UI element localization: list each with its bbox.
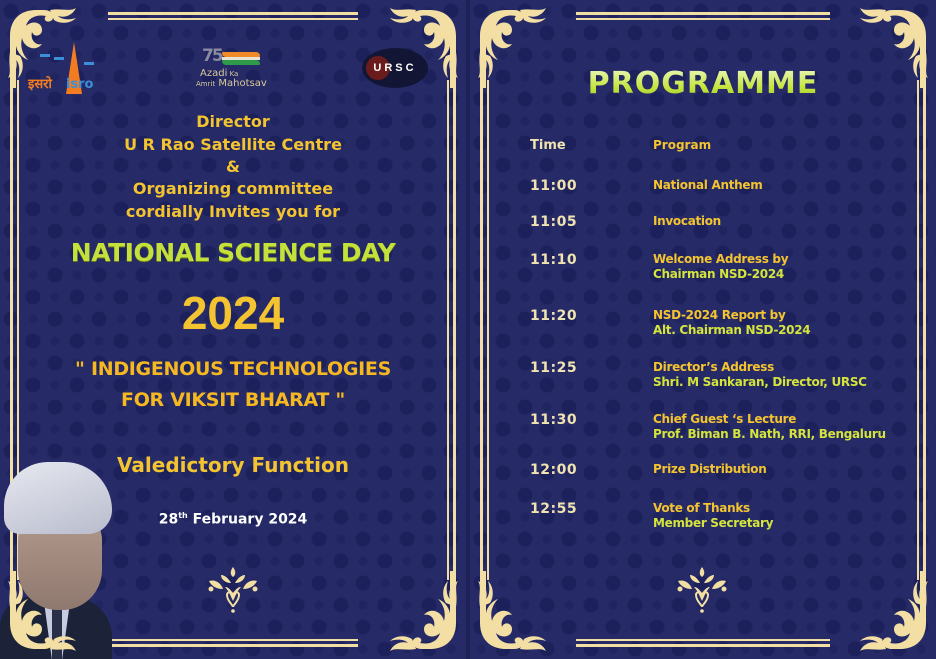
frame-bottom-line	[576, 644, 830, 647]
invite-line-invites: cordially Invites you for	[125, 202, 341, 221]
schedule-time: 12:00	[530, 462, 578, 478]
isro-logo-icon	[28, 42, 110, 102]
ursc-logo-text: URSC	[373, 62, 417, 74]
invite-line-ampersand: &	[226, 157, 240, 176]
schedule-item-detail: Shri. M Sankaran, Director, URSC	[653, 375, 867, 389]
azadi-ka-amrit-mahotsav-logo-icon	[196, 46, 282, 98]
isro-english-text: isro	[65, 77, 94, 92]
schedule-time: 11:10	[530, 252, 578, 268]
frame-left-line-inner	[487, 80, 489, 580]
isro-hindi-text: इसरो	[28, 77, 52, 92]
programme-title: PROGRAMME	[470, 66, 936, 101]
schedule-item: NSD-2024 Report by	[653, 308, 786, 322]
frame-top-line-inner	[576, 18, 830, 20]
amrit-line1: Azadi Ka	[200, 68, 239, 79]
schedule-item-detail: Chairman NSD-2024	[653, 267, 784, 281]
schedule-item-detail: Alt. Chairman NSD-2024	[653, 323, 811, 337]
schedule-time: 11:00	[530, 178, 578, 194]
schedule-time: 11:05	[530, 214, 578, 230]
frame-bottom-line-inner	[576, 639, 830, 641]
schedule-time: 12:55	[530, 501, 578, 517]
frame-right-line-inner	[917, 80, 919, 580]
event-title: NATIONAL SCIENCE DAY	[70, 238, 396, 267]
schedule-time: 11:30	[530, 412, 578, 428]
ursc-logo-icon	[362, 48, 428, 88]
program-column-header: Program	[653, 138, 712, 152]
schedule-time: 11:20	[530, 308, 578, 324]
schedule-item: Vote of Thanks	[653, 501, 750, 515]
orbit-dash	[40, 54, 50, 57]
schedule-item-detail: Member Secretary	[653, 516, 774, 530]
invitation-panel	[0, 0, 466, 659]
schedule-item: Director’s Address	[653, 360, 774, 374]
frame-top-line	[576, 12, 830, 15]
invite-line-committee: Organizing committee	[132, 179, 334, 198]
corner-ornament-icon	[378, 571, 460, 653]
frame-top-line-inner	[108, 18, 358, 20]
corner-ornament-icon	[6, 571, 88, 653]
schedule-item: Invocation	[653, 214, 721, 228]
frame-bottom-line	[108, 644, 358, 647]
amrit-75-text: 75	[202, 46, 222, 66]
corner-ornament-icon	[848, 571, 930, 653]
invite-line-centre: U R Rao Satellite Centre	[124, 135, 342, 154]
schedule-item-detail: Prof. Biman B. Nath, RRI, Bengaluru	[653, 427, 886, 441]
function-name: Valedictory Function	[117, 453, 349, 477]
schedule-item: Prize Distribution	[653, 462, 767, 476]
event-year: 2024	[181, 287, 285, 339]
orbit-dash	[54, 57, 64, 60]
center-ornament-icon	[203, 565, 263, 615]
amrit-line2: Amrit Mahotsav	[196, 78, 267, 89]
portrait-turban	[4, 462, 112, 534]
schedule-item: Chief Guest ‘s Lecture	[653, 412, 797, 426]
frame-bottom-line-inner	[108, 639, 358, 641]
frame-right-line	[923, 80, 926, 580]
invite-line-director: Director	[196, 112, 270, 131]
center-ornament-icon	[672, 565, 732, 615]
orbit-dash	[84, 62, 94, 65]
schedule-item: Welcome Address by	[653, 252, 789, 266]
corner-ornament-icon	[476, 571, 558, 653]
programme-panel	[470, 0, 936, 659]
time-column-header: Time	[530, 138, 566, 153]
event-date: 28th February 2024	[158, 511, 308, 528]
schedule-time: 11:25	[530, 360, 578, 376]
frame-top-line	[108, 12, 358, 15]
isro-wordmark	[28, 74, 93, 92]
schedule-item: National Anthem	[653, 178, 763, 192]
flag-icon	[222, 52, 260, 66]
frame-left-line	[480, 80, 483, 580]
theme-line-1: " INDIGENOUS TECHNOLOGIES	[75, 358, 391, 380]
theme-line-2: FOR VIKSIT BHARAT "	[121, 389, 345, 411]
